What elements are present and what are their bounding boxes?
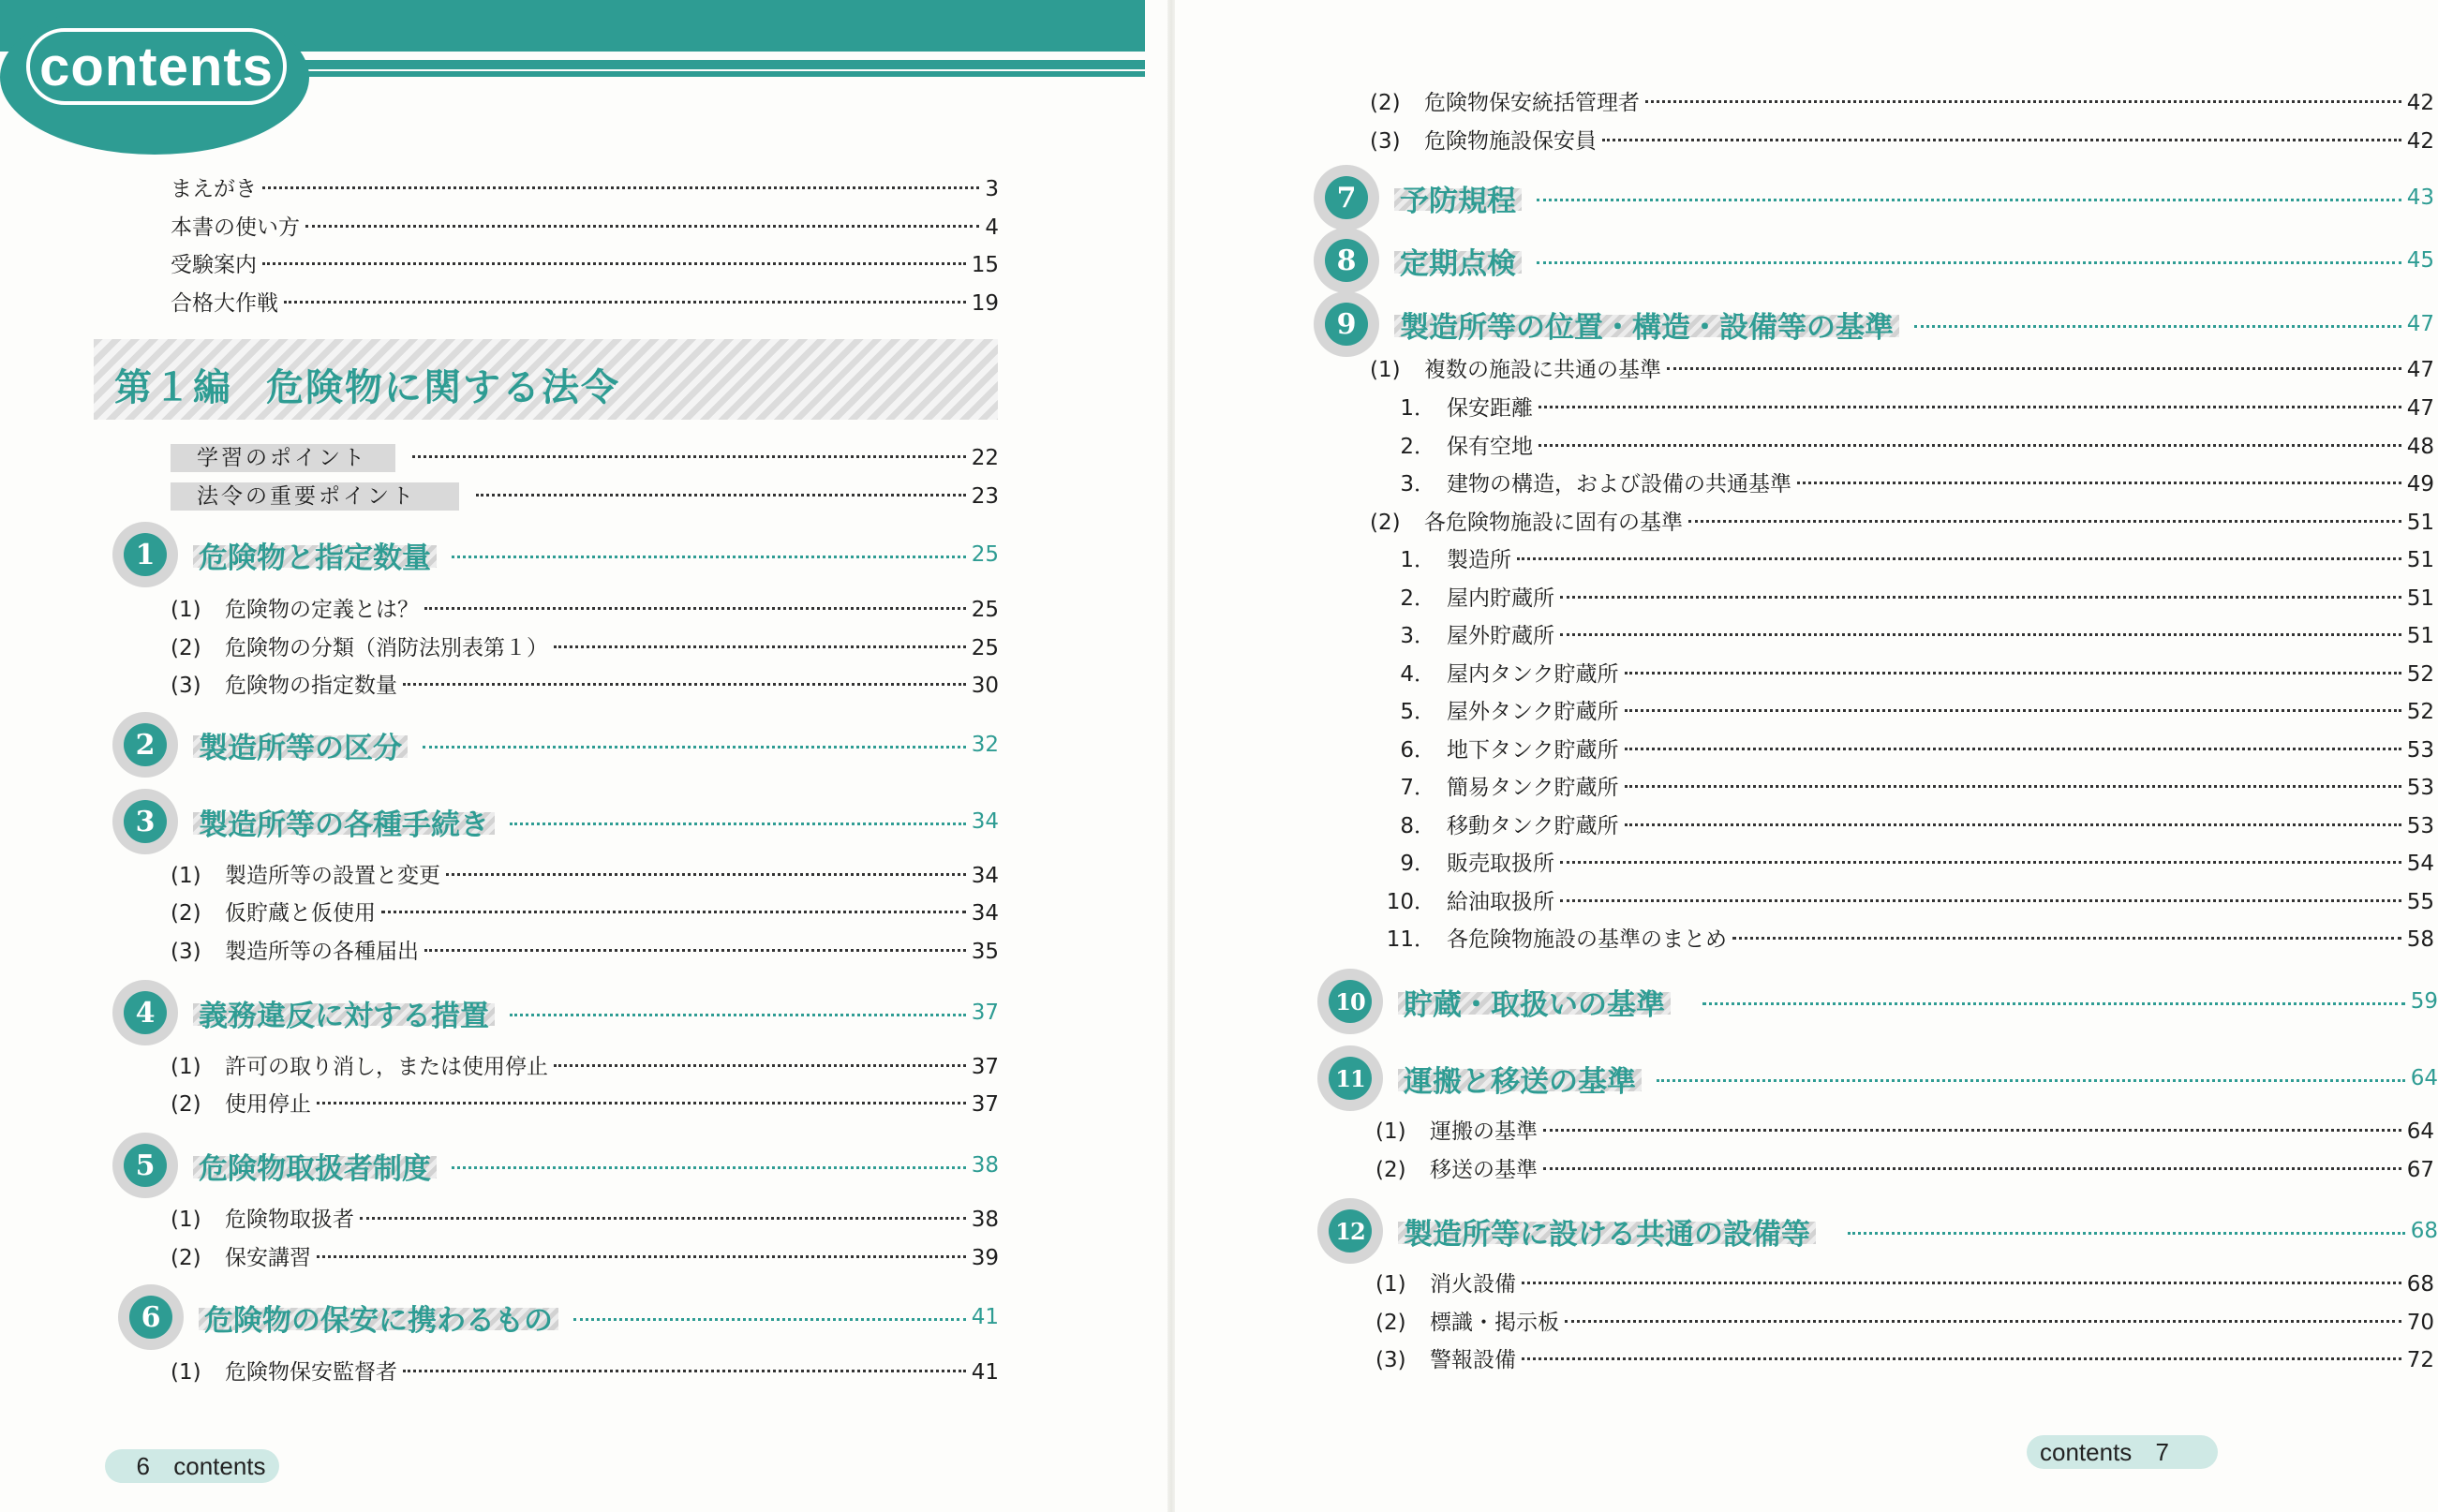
toc-entry[interactable]: 2． 屋内貯蔵所 51 bbox=[1400, 586, 2434, 611]
chapter-number-badge: 4 bbox=[112, 980, 178, 1045]
chapter-number-badge: 9 bbox=[1314, 291, 1379, 357]
chapter-7[interactable]: 7 予防規程 43 bbox=[1314, 165, 2434, 230]
toc-entry[interactable]: 7． 簡易タンク貯蔵所 53 bbox=[1400, 776, 2434, 800]
chapter-5[interactable]: 5 危険物取扱者制度 38 bbox=[112, 1133, 999, 1198]
chapter-title: 危険物と指定数量 bbox=[193, 534, 437, 576]
toc-entry[interactable]: (3) 危険物の指定数量 30 bbox=[171, 674, 999, 698]
chapter-6[interactable]: 6 危険物の保安に携わるもの 41 bbox=[118, 1284, 999, 1350]
footer-label: contents bbox=[173, 1452, 266, 1480]
chapter-11[interactable]: 11 運搬と移送の基準 64 bbox=[1317, 1045, 2438, 1111]
chapter-title: 危険物の保安に携わるもの bbox=[199, 1297, 558, 1339]
chapter-number-badge: 3 bbox=[112, 789, 178, 854]
key-points-label: 法令の重要ポイント bbox=[171, 482, 459, 511]
left-page bbox=[0, 0, 1171, 1512]
page-footer bbox=[105, 1449, 279, 1483]
part-title[interactable]: 第１編 危険物に関する法令 bbox=[114, 366, 620, 409]
chapter-number-badge: 2 bbox=[112, 712, 178, 778]
toc-entry[interactable]: (3) 警報設備 72 bbox=[1375, 1348, 2434, 1372]
toc-entry[interactable]: 10． 給油取扱所 55 bbox=[1386, 890, 2434, 914]
chapter-title: 製造所等の位置・構造・設備等の基準 bbox=[1394, 304, 1899, 346]
toc-entry[interactable]: 23 bbox=[476, 482, 999, 511]
chapter-title: 貯蔵・取扱いの基準 bbox=[1398, 981, 1671, 1023]
toc-entry[interactable]: 9． 販売取扱所 54 bbox=[1400, 852, 2434, 876]
chapter-number-badge: 12 bbox=[1317, 1198, 1383, 1264]
toc-entry[interactable]: (1) 危険物の定義とは？ 25 bbox=[171, 598, 999, 622]
toc-entry[interactable]: 11． 各危険物施設の基準のまとめ 58 bbox=[1386, 927, 2434, 952]
toc-entry[interactable]: 1． 製造所 51 bbox=[1400, 548, 2434, 572]
toc-entry[interactable]: 合格大作戦 19 bbox=[171, 291, 999, 316]
chapter-12[interactable]: 12 製造所等に設ける共通の設備等 68 bbox=[1317, 1198, 2438, 1264]
chapter-number-badge: 6 bbox=[118, 1284, 184, 1350]
chapter-title: 定期点検 bbox=[1394, 240, 1522, 282]
toc-entry[interactable]: (1) 消火設備 68 bbox=[1375, 1272, 2434, 1297]
chapter-number-badge: 1 bbox=[112, 522, 178, 587]
chapter-number-badge: 8 bbox=[1314, 228, 1379, 293]
chapter-title: 危険物取扱者制度 bbox=[193, 1145, 437, 1187]
chapter-number-badge: 5 bbox=[112, 1133, 178, 1198]
chapter-10[interactable]: 10 貯蔵・取扱いの基準 59 bbox=[1317, 969, 2438, 1034]
chapter-2[interactable]: 2 製造所等の区分 32 bbox=[112, 712, 999, 778]
header-rule bbox=[281, 60, 1145, 77]
toc-entry[interactable]: 2． 保有空地 48 bbox=[1400, 435, 2434, 459]
chapter-number-badge: 7 bbox=[1314, 165, 1379, 230]
toc-entry[interactable]: (2) 保安講習 39 bbox=[171, 1246, 999, 1270]
toc-entry[interactable]: (3) 危険物施設保安員 42 bbox=[1370, 129, 2434, 154]
toc-entry[interactable]: 4． 屋内タンク貯蔵所 52 bbox=[1400, 662, 2434, 687]
toc-entry[interactable]: 1． 保安距離 47 bbox=[1400, 396, 2434, 421]
toc-entry[interactable]: (2) 仮貯蔵と仮使用 34 bbox=[171, 901, 999, 926]
toc-entry[interactable]: (2) 各危険物施設に固有の基準 51 bbox=[1370, 511, 2434, 535]
toc-entry[interactable]: (2) 使用停止 37 bbox=[171, 1092, 999, 1117]
chapter-title: 製造所等に設ける共通の設備等 bbox=[1398, 1210, 1816, 1253]
toc-entry[interactable]: 受験案内 15 bbox=[171, 253, 999, 277]
toc-entry[interactable]: 8． 移動タンク貯蔵所 53 bbox=[1400, 814, 2434, 838]
chapter-4[interactable]: 4 義務違反に対する措置 37 bbox=[112, 980, 999, 1045]
toc-entry[interactable]: (1) 製造所等の設置と変更 34 bbox=[171, 864, 999, 888]
toc-entry[interactable]: 22 bbox=[412, 444, 999, 472]
chapter-number-badge: 11 bbox=[1317, 1045, 1383, 1111]
toc-entry[interactable]: (2) 標識・掲示板 70 bbox=[1375, 1311, 2434, 1335]
toc-entry[interactable]: (3) 製造所等の各種届出 35 bbox=[171, 940, 999, 964]
toc-entry[interactable]: (1) 複数の施設に共通の基準 47 bbox=[1370, 358, 2434, 382]
chapter-title: 製造所等の区分 bbox=[193, 724, 408, 766]
chapter-number-badge: 10 bbox=[1317, 969, 1383, 1034]
toc-entry[interactable]: (2) 危険物の分類（消防法別表第１） 25 bbox=[171, 636, 999, 660]
chapter-title: 義務違反に対する措置 bbox=[193, 992, 495, 1034]
page-number: 6 bbox=[136, 1452, 150, 1480]
toc-entry[interactable]: (1) 許可の取り消し，または使用停止 37 bbox=[171, 1055, 999, 1079]
chapter-3[interactable]: 3 製造所等の各種手続き 34 bbox=[112, 789, 999, 854]
chapter-1[interactable]: 1 危険物と指定数量 25 bbox=[112, 522, 999, 587]
page-number: 7 bbox=[2155, 1438, 2169, 1466]
chapter-title: 製造所等の各種手続き bbox=[193, 801, 495, 843]
footer-label: contents bbox=[2040, 1438, 2133, 1466]
toc-entry[interactable]: (1) 危険物取扱者 38 bbox=[171, 1208, 999, 1232]
toc-entry[interactable]: (2) 移送の基準 67 bbox=[1375, 1158, 2434, 1182]
toc-entry[interactable]: 5． 屋外タンク貯蔵所 52 bbox=[1400, 700, 2434, 724]
toc-entry[interactable]: 3． 建物の構造，および設備の共通基準 49 bbox=[1400, 472, 2434, 497]
chapter-title: 予防規程 bbox=[1394, 177, 1522, 219]
right-page bbox=[1171, 0, 2438, 1512]
study-points-label: 学習のポイント bbox=[171, 444, 395, 472]
toc-entry[interactable]: (1) 危険物保安監督者 41 bbox=[171, 1360, 999, 1385]
toc-entry[interactable]: 6． 地下タンク貯蔵所 53 bbox=[1400, 738, 2434, 763]
chapter-9[interactable]: 9 製造所等の位置・構造・設備等の基準 47 bbox=[1314, 291, 2434, 357]
contents-logo: contents bbox=[26, 28, 287, 105]
toc-entry[interactable]: 3． 屋外貯蔵所 51 bbox=[1400, 624, 2434, 648]
page-footer-pill bbox=[2027, 1435, 2218, 1469]
toc-entry[interactable]: まえがき 3 bbox=[171, 177, 999, 201]
toc-entry[interactable]: (1) 運搬の基準 64 bbox=[1375, 1119, 2434, 1144]
toc-entry[interactable]: (2) 危険物保安統括管理者 42 bbox=[1370, 91, 2434, 115]
chapter-8[interactable]: 8 定期点検 45 bbox=[1314, 228, 2434, 293]
toc-entry[interactable]: 本書の使い方 4 bbox=[171, 215, 999, 240]
chapter-title: 運搬と移送の基準 bbox=[1398, 1058, 1642, 1100]
